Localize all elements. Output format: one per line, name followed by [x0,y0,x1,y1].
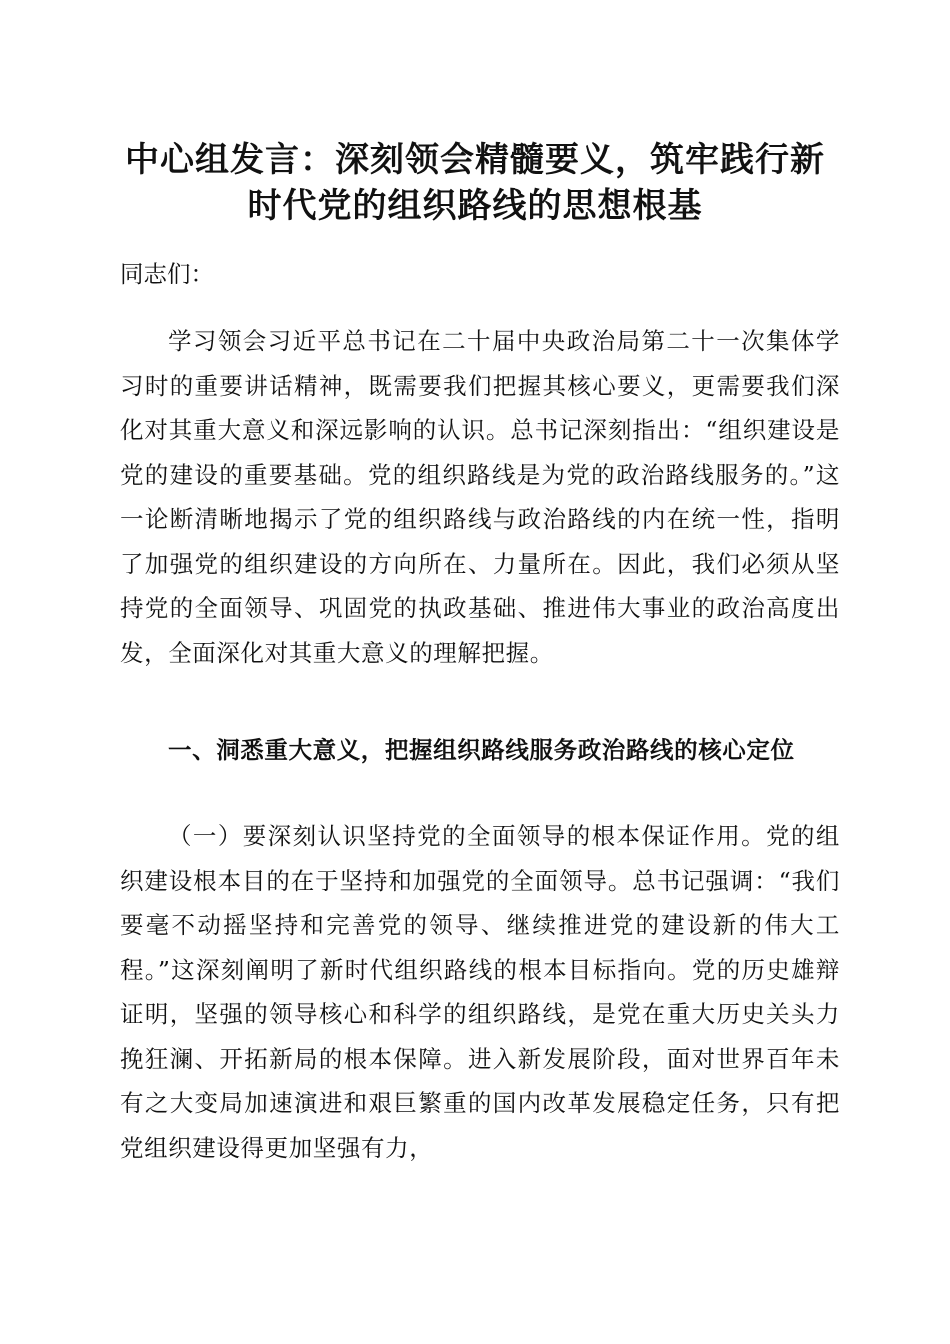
document-title-line-1: 中心组发言：深刻领会精髓要义，筑牢践行新 [125,140,825,180]
section-heading-1: 一、洞悉重大意义，把握组织路线服务政治路线的核心定位 [168,736,795,764]
paragraph-intro: 学习领会习近平总书记在二十届中央政治局第二十一次集体学习时的重要讲话精神，既需要我们把握其核心要义，更需要我们深化对其重大意义和深远影响的认识。总书记深刻指出：“组织建设是党的建设的重要基础。党的组织路线是为党的政治路线服务的。”这一论断清晰地揭示了党的组织路线与政治路线的内在统一性，指明了加强党的组织建设的方向所在、力量所在。因此，我们必须从坚持党的全面领导、巩固党的执政基础、推进伟大事业的政治高度出发，全面深化对其重大意义的理解把握。 [120,327,840,667]
greeting: 同志们： [120,260,214,288]
document-title-line-2: 时代党的组织路线的思想根基 [247,186,703,226]
paragraph-section-1-1: （一）要深刻认识坚持党的全面领导的根本保证作用。党的组织建设根本目的在于坚持和加强党的全面领导。总书记强调：“我们要毫不动摇坚持和完善党的领导、继续推进党的建设新的伟大工程。”这深刻阐明了新时代组织路线的根本目标指向。党的历史雄辩证明，坚强的领导核心和科学的组织路线，是党在重大历史关头力挽狂澜、开拓新局的根本保障。进入新发展阶段，面对世界百年未有之大变局加速演进和艰巨繁重的国内改革发展稳定任务，只有把党组织建设得更加坚强有力， [120,822,840,1162]
